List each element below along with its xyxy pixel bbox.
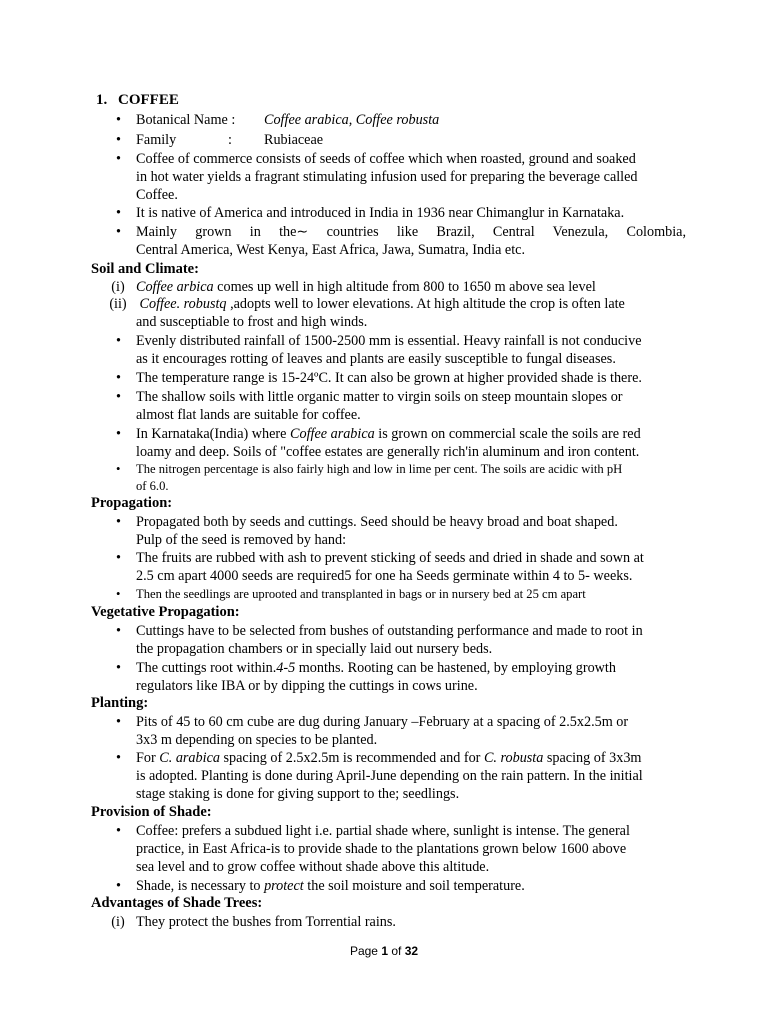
heading-propagation: Propagation: xyxy=(91,495,173,511)
bullet-icon: • xyxy=(116,823,121,839)
section-number: 1. xyxy=(96,92,108,108)
bullet-icon: • xyxy=(116,151,121,167)
bullet-icon: • xyxy=(116,426,121,442)
bullet-icon: • xyxy=(116,224,121,240)
heading-planting: Planting: xyxy=(91,695,149,711)
page-number: 1 xyxy=(381,944,388,958)
bullet-icon: • xyxy=(116,587,121,601)
list-item-mainly-grown: • Mainly grown in the∼ countries like Brazil, Central Venezula, Colombia, Central America, West Kenya, East Africa, Jawa, Sumatra, India etc. xyxy=(116,224,686,258)
list-item-botanical-name: • Botanical Name : Coffee arabica, Coffee robusta xyxy=(116,112,440,128)
bullet-icon: • xyxy=(116,112,121,128)
list-item-coffee-prefers: • Coffee: prefers a subdued light i.e. partial shade where, sunlight is intense. The general practice, in East Africa-is to provide shade to the plantations grown below 1600 above sea level and to grow coffee without shade above this altitude. xyxy=(116,823,630,875)
section-title xyxy=(96,92,179,109)
heading-soil-and-climate: Soil and Climate: xyxy=(91,261,199,277)
list-item-seedlings: • Then the seedlings are uprooted and transplanted in bags or in nursery bed at 25 cm apart xyxy=(116,587,586,601)
bullet-icon: • xyxy=(116,333,121,349)
list-item-cuttings: • Cuttings have to be selected from bushes of outstanding performance and made to root in the propagation chambers or in specially laid out nursery beds. xyxy=(116,623,643,657)
bullet-icon: • xyxy=(116,462,121,476)
page-footer xyxy=(0,944,768,958)
list-item-coffee-of-commerce: • Coffee of commerce consists of seeds of coffee which when roasted, ground and soaked in hot water yields a fragrant stimulating infusion used for preparing the beverage called Coffee. xyxy=(116,151,638,203)
list-item-shallow-soils: • The shallow soils with little organic matter to virgin soils on steep mountain slopes or almost flat lands are suitable for coffee. xyxy=(116,389,623,423)
list-item-propagated: • Propagated both by seeds and cuttings. Seed should be heavy broad and boat shaped. Pulp of the seed is removed by hand: xyxy=(116,514,618,548)
bullet-icon: • xyxy=(116,714,121,730)
bullet-icon: • xyxy=(116,132,121,148)
list-item-family: • Family : Rubiaceae xyxy=(116,132,324,148)
list-item-nitrogen: • The nitrogen percentage is also fairly high and low in lime per cent. The soils are acidic with pH of 6.0. xyxy=(116,462,623,493)
bullet-icon: • xyxy=(116,514,121,530)
bullet-icon: • xyxy=(116,878,121,894)
list-item-fruits-rubbed: • The fruits are rubbed with ash to prevent sticking of seeds and dried in shade and sown at 2.5 cm apart 4000 seeds are required5 for one ha Seeds germinate within 4 to 5- weeks. xyxy=(116,550,644,584)
roman-item-advantage-i: (i) They protect the bushes from Torrential rains. xyxy=(111,914,396,930)
page-word: Page xyxy=(349,944,378,958)
list-item-karnataka: • In Karnataka(India) where Coffee arabica is grown on commercial scale the soils are red loamy and deep. Soils of "coffee estates are generally rich'in aluminum and iron content. xyxy=(116,426,641,460)
list-item-cuttings-root: • The cuttings root within.4-5 months. Rooting can be hastened, by employing growth regulators like IBA or by dipping the cuttings in cows urine. xyxy=(116,660,616,694)
bullet-icon: • xyxy=(116,205,121,221)
section-title-text: COFFEE xyxy=(118,92,179,108)
bullet-icon: • xyxy=(116,370,121,386)
bullet-icon: • xyxy=(116,550,121,566)
heading-advantages-of-shade-trees: Advantages of Shade Trees: xyxy=(91,895,263,911)
of-word: of xyxy=(391,944,402,958)
roman-item-ii: (ii) Coffee. robustq ,adopts well to lower elevations. At high altitude the crop is often late and susceptiable to frost and high winds. xyxy=(109,296,625,330)
list-item-native: • It is native of America and introduced in India in 1936 near Chimanglur in Karnataka. xyxy=(116,205,625,221)
bullet-icon: • xyxy=(116,623,121,639)
list-item-spacing: • For C. arabica spacing of 2.5x2.5m is recommended and for C. robusta spacing of 3x3m is adopted. Planting is done during April-June depending on the rain pattern. In the initial stage staking is done for giving support to the; seedlings. xyxy=(116,750,643,802)
heading-vegetative-propagation: Vegetative Propagation: xyxy=(91,604,240,620)
page-total: 32 xyxy=(404,944,419,958)
heading-provision-of-shade: Provision of Shade: xyxy=(91,804,212,820)
bullet-icon: • xyxy=(116,660,121,676)
roman-item-i: (i) Coffee arbica comes up well in high altitude from 800 to 1650 m above sea level xyxy=(111,279,596,295)
list-item-temperature: • The temperature range is 15-24ºC. It can also be grown at higher provided shade is there. xyxy=(116,370,642,386)
list-item-rainfall: • Evenly distributed rainfall of 1500-2500 mm is essential. Heavy rainfall is not conducive as it encourages rotting of leaves and plants are easily susceptible to fungal diseases. xyxy=(116,333,642,367)
bullet-icon: • xyxy=(116,750,121,766)
list-item-shade-necessary: • Shade, is necessary to protect the soil moisture and soil temperature. xyxy=(116,878,525,894)
bullet-icon: • xyxy=(116,389,121,405)
list-item-pits: • Pits of 45 to 60 cm cube are dug during January –February at a spacing of 2.5x2.5m or 3x3 m depending on species to be planted. xyxy=(116,714,629,748)
